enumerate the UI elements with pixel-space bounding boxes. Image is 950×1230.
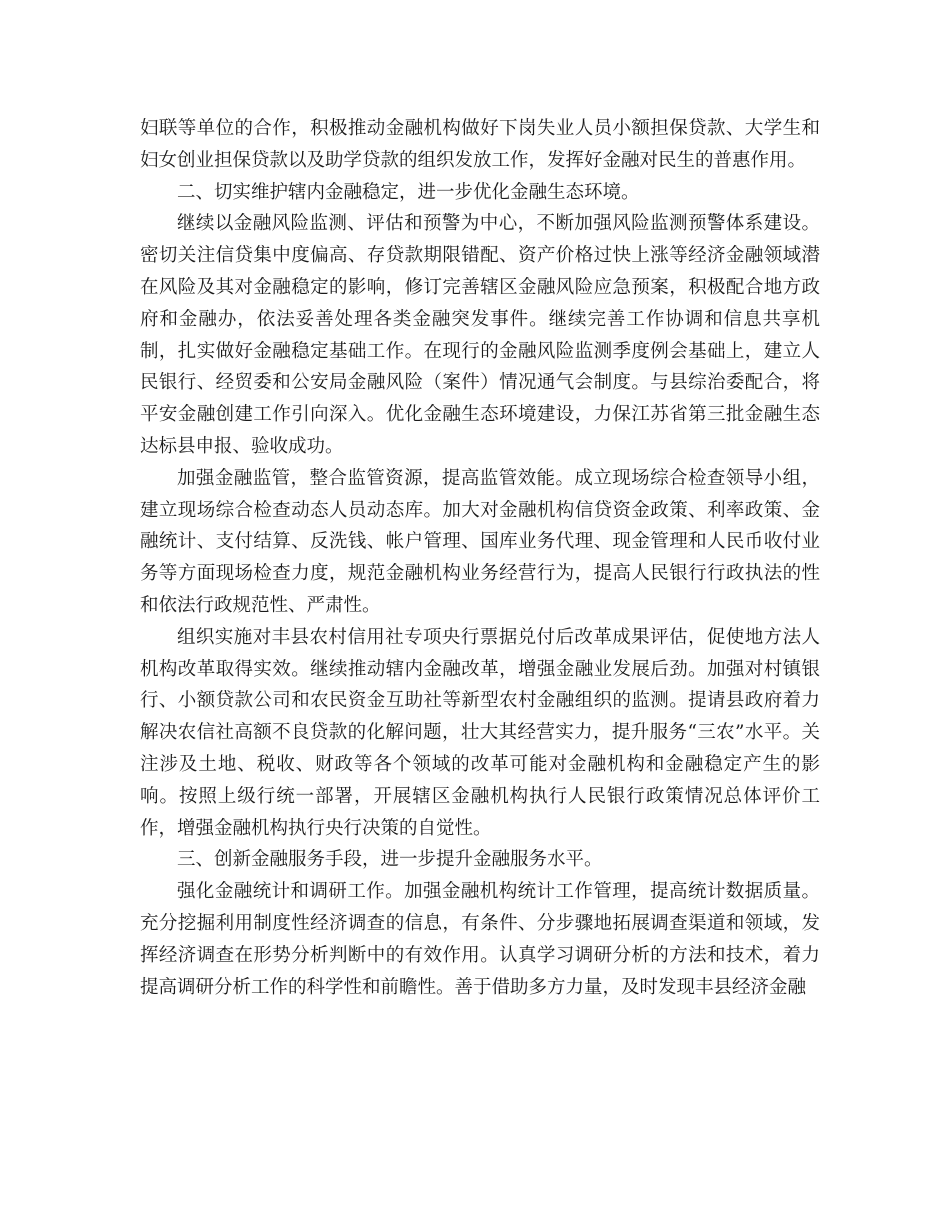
paragraph-risk-monitoring: 继续以金融风险监测、评估和预警为中心，不断加强风险监测预警体系建设。密切关注信贷集中度偏高、存贷款期限错配、资产价格过快上涨等经济金融领域潜在风险及其对金融稳定的影响，修订完善辖区金融风险应急预案，积极配合地方政府和金融办，依法妥善处理各类金融突发事件。继续完善工作协调和信息共享机制，扎实做好金融稳定基础工作。在现行的金融风险监测季度例会基础上，建立人民银行、经贸委和公安局金融风险（案件）情况通气会制度。与县综治委配合，将平安金融创建工作引向深入。优化金融生态环境建设，力保江苏省第三批金融生态达标县申报、验收成功。	[140, 213, 820, 457]
document-body	[140, 113, 820, 1003]
section-heading-3: 三、创新金融服务手段，进一步提升金融服务水平。	[177, 849, 603, 871]
paragraph-supervision: 加强金融监管，整合监管资源，提高监管效能。成立现场综合检查领导小组，建立现场综合检查动态人员动态库。加大对金融机构信贷资金政策、利率政策、金融统计、支付结算、反洗钱、帐户管理、国库业务代理、现金管理和人民币收付业务等方面现场检查力度，规范金融机构业务经营行为，提高人民银行行政执法的性和依法行政规范性、严肃性。	[140, 467, 820, 616]
section-heading-2: 二、切实维护辖内金融稳定，进一步优化金融生态环境。	[177, 181, 640, 203]
paragraph-reform: 组织实施对丰县农村信用社专项央行票据兑付后改革成果评估，促使地方法人机构改革取得实效。继续推动辖内金融改革，增强金融业发展后劲。加强对村镇银行、小额贷款公司和农民资金互助社等新型农村金融组织的监测。提请县政府着力解决农信社高额不良贷款的化解问题，壮大其经营实力，提升服务“三农”水平。关注涉及土地、税收、财政等各个领域的改革可能对金融机构和金融稳定产生的影响。按照上级行统一部署，开展辖区金融机构执行人民银行政策情况总体评价工作，增强金融机构执行央行决策的自觉性。	[140, 626, 820, 839]
paragraph-statistics-research: 强化金融统计和调研工作。加强金融机构统计工作管理，提高统计数据质量。充分挖掘利用制度性经济调查的信息，有条件、分步骤地拓展调查渠道和领域，发挥经济调查在形势分析判断中的有效作用。认真学习调研分析的方法和技术，着力提高调研分析工作的科学性和前瞻性。善于借助多方力量，及时发现丰县经济金融	[140, 881, 820, 998]
paragraph-continuation: 妇联等单位的合作，积极推动金融机构做好下岗失业人员小额担保贷款、大学生和妇女创业担保贷款以及助学贷款的组织发放工作，发挥好金融对民生的普惠作用。	[140, 118, 820, 171]
